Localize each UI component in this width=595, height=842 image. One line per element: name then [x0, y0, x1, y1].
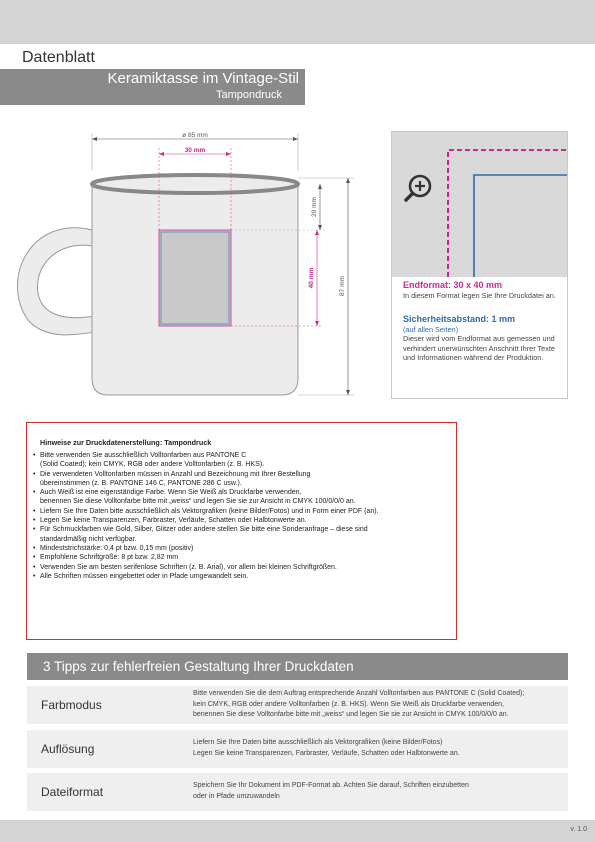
tip-text: Bitte verwenden Sie die dem Auftrag entsprechende Anzahl Volltonfarben aus PANTONE C (Solid Coated); kein CMYK, RGB oder andere Volltonfarben (z. B. HKS). Wenn Sie Weiß als Druckfarbe verwenden, benennen Sie diese Volltonfarbe bitte mit „weiss“ und legen Sie sie zur Ansicht in CMYK 100/0/0/0 an.: [193, 690, 525, 718]
tip-label: Auflösung: [41, 742, 95, 756]
hint-item: • Die verwendeten Volltonfarben müssen in Anzahl und Bezeichnung mit Ihrer Bestellung übereinstimmen (z. B. PANTONE 146 C, PANTONE 286 C usw.).: [32, 470, 452, 489]
mug-diagram: [0, 120, 380, 410]
zoom-icon: [406, 176, 430, 200]
hint-item: • Mindeststrichstärke: 0,4 pt bzw. 0,15 mm (positiv): [32, 544, 452, 553]
tip-row-farbmodus: [27, 686, 568, 724]
tip-label: Farbmodus: [41, 698, 102, 712]
tip-text: Liefern Sie Ihre Daten bitte ausschließlich als Vektorgrafiken (keine Bilder/Fotos) Legen Sie keine Transparenzen, Farbraster, Verläufe, Schatten oder Halbtonwerte an.: [193, 739, 460, 757]
format-preview: [392, 132, 567, 277]
safe-corner: [474, 175, 567, 277]
tip-text: Speichern Sie Ihr Dokument im PDF-Format ab. Achten Sie darauf, Schriften einzubetten oder in Pfade umzuwandeln: [193, 782, 469, 800]
endformat-corner: [448, 150, 567, 277]
tip-row-dateiformat: [27, 773, 568, 811]
top-offset-label: 20 mm: [311, 197, 318, 217]
print-method: Tampondruck: [215, 89, 282, 101]
sicherheit-title: Sicherheitsabstand: 1 mm: [403, 313, 516, 324]
tips-title: 3 Tipps zur fehlerfreien Gestaltung Ihrer Druckdaten: [27, 653, 568, 680]
tip-row-aufloesung: [27, 730, 568, 768]
top-band: [0, 0, 595, 44]
endformat-text: In diesem Format legen Sie Ihre Druckdatei an.: [403, 291, 556, 300]
product-title: Keramiktasse im Vintage-Stil: [107, 70, 299, 87]
datenblatt-label: Datenblatt: [0, 47, 118, 69]
width-print-label: 30 mm: [184, 147, 206, 154]
format-info-text: [403, 280, 563, 363]
mug-handle: [17, 228, 95, 335]
title-bar: [0, 69, 305, 105]
hint-item: • Verwenden Sie am besten serifenlose Schriften (z. B. Arial), vor allem bei kleinen Schriftgrößen.: [32, 563, 452, 572]
format-preview-graphic: [392, 132, 567, 277]
sicherheit-sub: (auf allen Seiten): [403, 324, 459, 334]
tip-label: Dateiformat: [41, 785, 104, 799]
hint-item: • Auch Weiß ist eine eigenständige Farbe. Wenn Sie Weiß als Druckfarbe verwenden, benennen Sie diese Volltonfarbe bitte mit „weiss“ und legen Sie sie zur Ansicht in CMYK 100/0/0/0 an.: [32, 488, 452, 507]
hint-item: • Liefern Sie Ihre Daten bitte ausschließlich als Vektorgrafiken (keine Bilder/Fotos) und in Form einer PDF (an).: [32, 507, 452, 516]
total-height-label: 87 mm: [339, 276, 346, 296]
hint-item: • Legen Sie keine Transparenzen, Farbraster, Verläufe, Schatten oder Halbtonwerte an.: [32, 516, 452, 525]
endformat-title: Endformat: 30 x 40 mm: [403, 280, 503, 290]
hints-list: [32, 451, 452, 581]
print-area: [159, 230, 231, 326]
hint-item: • Für Schmuckfarben wie Gold, Silber, Glitzer oder andere stellen Sie bitte eine Sonderanfrage – diese sind standardmäßig nicht verfügbar.: [32, 525, 452, 544]
width-total-label: ø 85 mm: [182, 132, 208, 139]
hints-title: Hinweise zur Druckdatenerstellung: Tampondruck: [40, 438, 212, 447]
format-info-panel: [391, 131, 568, 399]
print-height-label: 40 mm: [308, 267, 315, 289]
hint-item: • Bitte verwenden Sie ausschließlich Volltonfarben aus PANTONE C (Solid Coated); kein CMYK, RGB oder andere Volltonfarben (z. B. HKS).: [32, 451, 452, 470]
footer-band: [0, 820, 595, 842]
version-label: v. 1.0: [570, 826, 587, 833]
hints-box: [26, 422, 457, 640]
hint-item: • Alle Schriften müssen eingebettet oder in Pfade umgewandelt sein.: [32, 572, 452, 581]
mug-rim: [92, 175, 298, 193]
sicherheit-text: Dieser wird vom Endformat aus gemessen und verhindert unerwünschten Anschnitt Ihrer Texte und Informationen während der Produktion.: [403, 334, 555, 362]
hint-item: • Empfohlene Schriftgröße: 8 pt bzw. 2,82 mm: [32, 553, 452, 562]
